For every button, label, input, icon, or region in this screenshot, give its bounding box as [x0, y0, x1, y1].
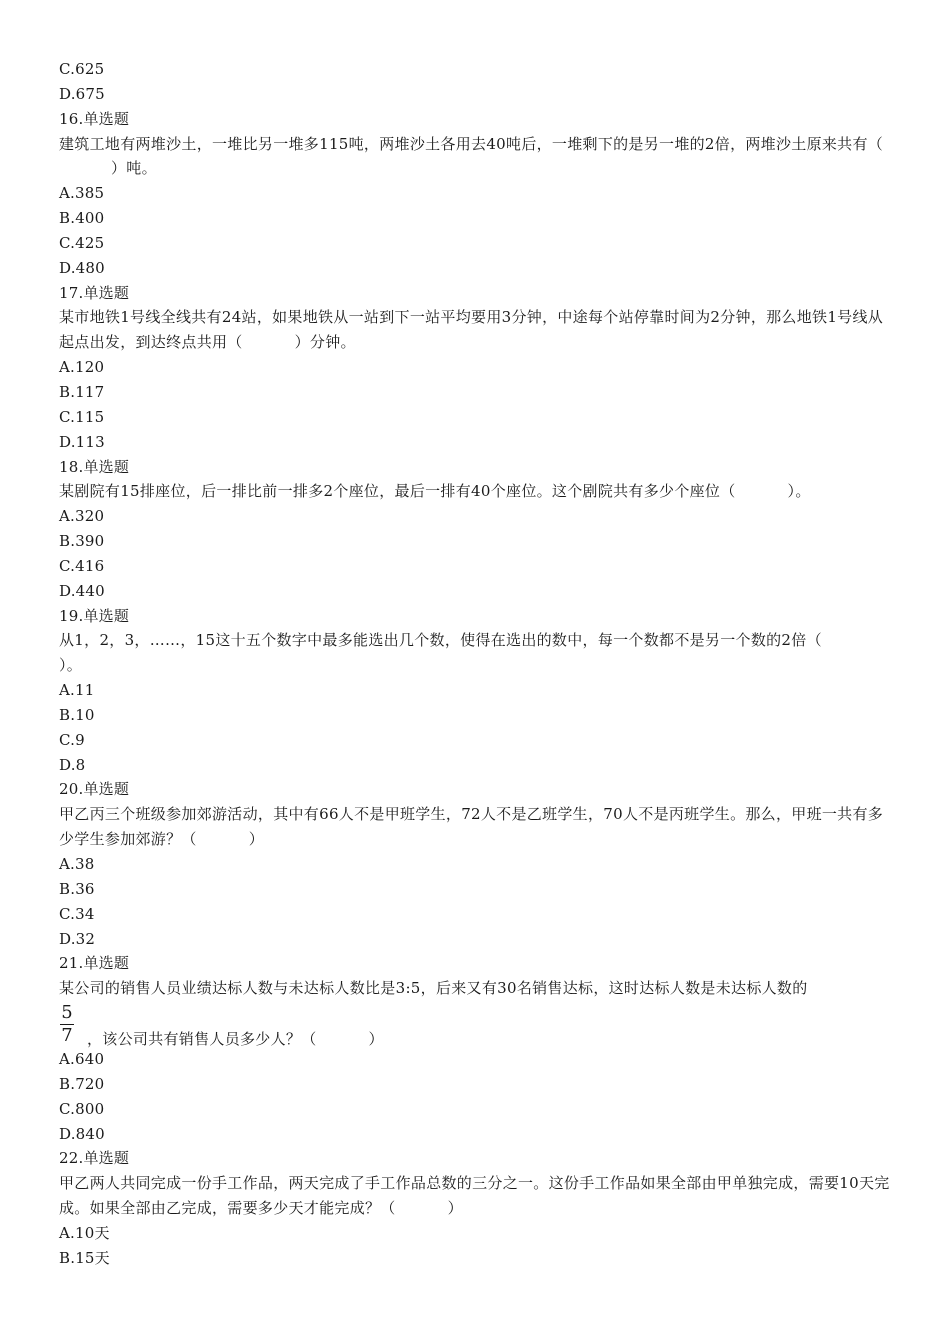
option-d: D.675 — [59, 84, 105, 103]
question-stem — [59, 628, 895, 678]
question-stem — [59, 305, 895, 355]
question-stem: 某公司的销售人员业绩达标人数与未达标人数比是3:5，后来又有30名销售达标，这时达标人数是未达标人数的 — [59, 979, 808, 998]
question-header: 18.单选题 — [59, 457, 130, 476]
stem-text: ，该公司共有销售人员多少人？（ — [87, 1030, 317, 1049]
option-b: B.36 — [59, 879, 95, 898]
stem-text: 甲乙两人共同完成一份手工作品，两天完成了手工作品总数的三分之一。这份手工作品如果全部由甲单独完成，需要10天完成。如果全部由乙完成，需要多少天才能完成？（ — [59, 1174, 890, 1218]
stem-text: 从1，2，3，……，15这十五个数字中最多能选出几个数，使得在选出的数中，每一个数都不是另一个数的2倍（ — [59, 631, 822, 650]
question-header: 19.单选题 — [59, 606, 130, 625]
option-a: A.640 — [59, 1050, 105, 1069]
option-d: D.440 — [59, 581, 105, 600]
option-d: D.113 — [59, 432, 105, 451]
option-c: C.425 — [59, 233, 105, 252]
stem-text-after-fraction — [87, 1027, 384, 1052]
question-stem — [59, 479, 895, 504]
question-header: 20.单选题 — [59, 780, 130, 799]
option-b: B.720 — [59, 1074, 105, 1093]
question-stem — [59, 132, 895, 182]
stem-text-end: ） — [447, 1199, 463, 1218]
question-header: 22.单选题 — [59, 1149, 130, 1168]
option-c: C.34 — [59, 904, 95, 923]
question-stem — [59, 802, 895, 852]
question-header: 16.单选题 — [59, 109, 130, 128]
option-a: A.320 — [59, 507, 105, 526]
option-b: B.10 — [59, 705, 95, 724]
question-header: 21.单选题 — [59, 954, 130, 973]
stem-text: 某市地铁1号线全线共有24站，如果地铁从一站到下一站平均要用3分钟，中途每个站停靠时间为2分钟，那么地铁1号线从起点出发，到达终点共用（ — [59, 308, 884, 352]
option-b: B.400 — [59, 209, 105, 228]
stem-text-end: ）。 — [787, 482, 811, 501]
stem-text-end: ）分钟。 — [294, 333, 356, 352]
option-a: A.120 — [59, 358, 105, 377]
option-d: D.840 — [59, 1124, 105, 1143]
option-a: A.385 — [59, 184, 105, 203]
stem-text: 建筑工地有两堆沙土，一堆比另一堆多115吨，两堆沙土各用去40吨后，一堆剩下的是另一堆的2倍，两堆沙土原来共有（ — [59, 134, 884, 153]
option-a: A.38 — [59, 855, 95, 873]
option-d: D.480 — [59, 258, 105, 277]
option-c: C.800 — [59, 1099, 105, 1118]
stem-text-end: ）。 — [59, 656, 83, 675]
stem-text-end: ） — [368, 1030, 384, 1049]
stem-text-end: ） — [248, 830, 265, 849]
option-a: A.11 — [59, 681, 95, 700]
stem-text: 甲乙丙三个班级参加郊游活动，其中有66人不是甲班学生，72人不是乙班学生，70人不是丙班学生。那么，甲班一共有多少学生参加郊游？（ — [59, 805, 884, 849]
option-b: B.390 — [59, 532, 105, 551]
fraction — [59, 1003, 75, 1046]
option-b: B.117 — [59, 382, 105, 401]
stem-text: 某剧院有15排座位，后一排比前一排多2个座位，最后一排有40个座位。这个剧院共有多少个座位（ — [59, 482, 736, 501]
question-stem — [59, 1171, 895, 1221]
option-c: C.115 — [59, 407, 105, 426]
option-c: C.625 — [59, 60, 105, 78]
fraction-line — [59, 1003, 895, 1047]
exam-page — [59, 57, 895, 1271]
option-d: D.8 — [59, 755, 86, 774]
option-a: A.10天 — [59, 1223, 110, 1242]
option-b: B.15天 — [59, 1248, 110, 1267]
stem-text-end: ）吨。 — [111, 159, 157, 178]
question-header: 17.单选题 — [59, 283, 130, 302]
option-c: C.416 — [59, 556, 105, 575]
fraction-denominator: 7 — [61, 1025, 73, 1047]
option-d: D.32 — [59, 929, 96, 948]
fraction-numerator: 5 — [61, 1002, 73, 1024]
option-c: C.9 — [59, 730, 85, 749]
